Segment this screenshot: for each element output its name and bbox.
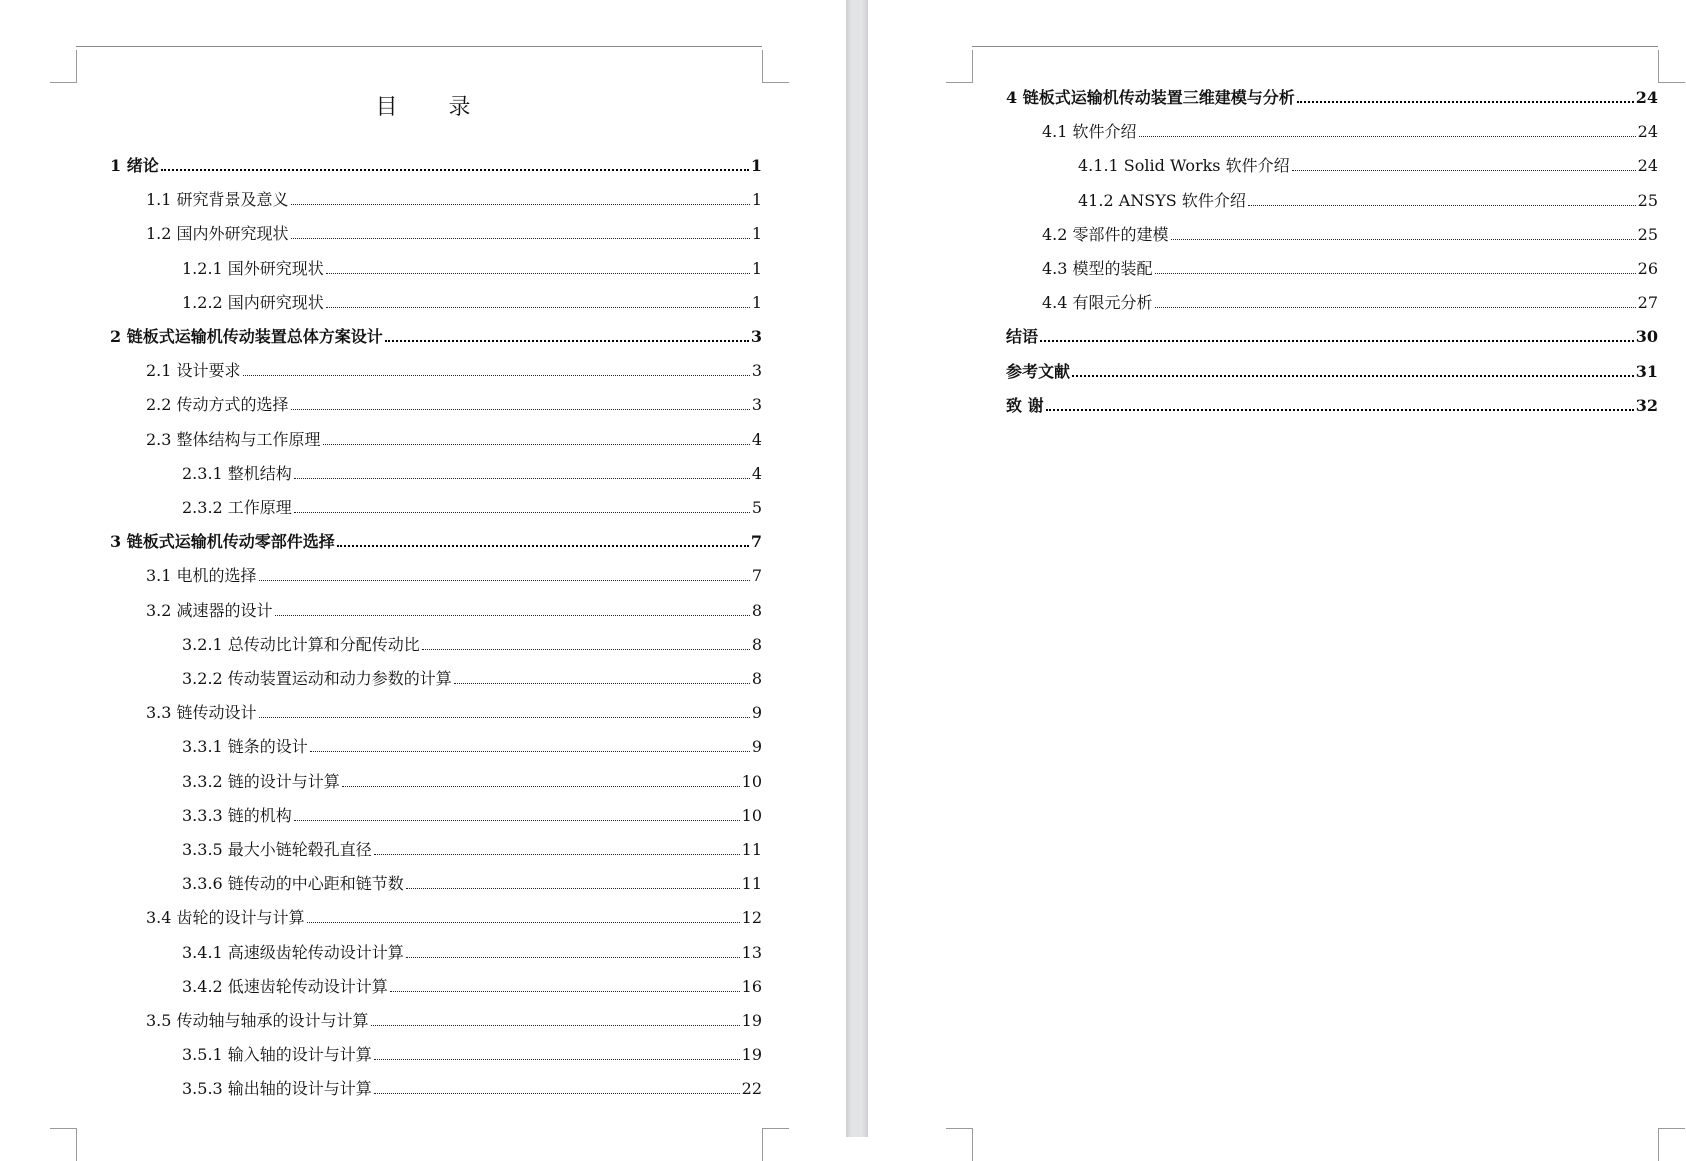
toc-entry-label: 2.3 整体结构与工作原理	[146, 429, 321, 449]
crop-mark	[946, 50, 973, 83]
toc-entry-label: 2.3.2 工作原理	[182, 498, 292, 517]
toc-entry-page-number: 24	[1635, 88, 1658, 107]
toc-dot-leader	[390, 991, 740, 992]
header-rule	[972, 46, 1658, 47]
toc-entry-label: 参考文献	[1006, 361, 1071, 381]
toc-entry[interactable]	[146, 218, 762, 244]
toc-entry[interactable]	[182, 731, 762, 757]
toc-entry-page-number: 11	[741, 874, 762, 894]
toc-entry[interactable]	[182, 1039, 762, 1065]
toc-dot-leader	[342, 786, 740, 787]
toc-entry-page-number: 7	[750, 532, 762, 552]
toc-entry-page-number: 22	[741, 1079, 762, 1099]
toc-dot-leader	[294, 512, 750, 513]
toc-entry-page-number: 8	[751, 600, 762, 620]
toc-entry-label: 3.5.3 输出轴的设计与计算	[182, 1079, 372, 1099]
toc-entry-page-number: 8	[751, 669, 762, 688]
toc-entry-page-number: 12	[741, 908, 762, 928]
toc-entry-label: 3.4.2 低速齿轮传动设计计算	[182, 976, 388, 996]
toc-entry-page-number: 1	[751, 190, 762, 210]
toc-dot-leader	[1040, 340, 1634, 342]
toc-dot-leader	[371, 1025, 740, 1026]
toc-dot-leader	[374, 854, 740, 855]
toc-dot-leader	[275, 615, 750, 616]
toc-entry-page-number: 27	[1637, 293, 1658, 313]
toc-entry-label: 结语	[1006, 327, 1039, 347]
toc-entry-page-number: 1	[751, 224, 762, 244]
toc-entry[interactable]	[1078, 150, 1658, 176]
crop-mark	[762, 1128, 789, 1161]
toc-dot-leader	[374, 1093, 740, 1094]
toc-entry[interactable]	[1006, 390, 1658, 416]
toc-entry-page-number: 4	[751, 463, 762, 483]
document-page-right	[868, 0, 1686, 1137]
toc-entry-page-number: 1	[751, 292, 762, 312]
toc-entry-label: 4.4 有限元分析	[1042, 293, 1153, 313]
toc-dot-leader	[291, 409, 750, 410]
toc-entry-label: 3.5 传动轴与轴承的设计与计算	[146, 1011, 369, 1030]
toc-dot-leader	[1046, 409, 1634, 411]
toc-entry-page-number: 19	[741, 1045, 762, 1065]
toc-entry-page-number: 3	[750, 327, 762, 346]
toc-entry-page-number: 5	[751, 498, 762, 517]
toc-entry[interactable]	[146, 1005, 762, 1031]
toc-entry-label: 3.2 减速器的设计	[146, 600, 273, 620]
toc-entry-page-number: 10	[741, 805, 762, 825]
toc-entry-page-number: 8	[751, 634, 762, 654]
toc-dot-leader	[259, 580, 750, 581]
toc-entry-page-number: 16	[741, 976, 762, 996]
crop-mark	[1658, 1128, 1685, 1161]
toc-entry-label: 2.1 设计要求	[146, 361, 241, 381]
toc-entry-label: 3.3 链传动设计	[146, 703, 257, 723]
toc-dot-leader	[406, 957, 740, 958]
toc-entry[interactable]	[182, 287, 762, 313]
toc-entry-label: 1.2 国内外研究现状	[146, 224, 289, 244]
toc-entry-label: 3.1 电机的选择	[146, 566, 257, 586]
toc-entry-page-number: 19	[741, 1011, 762, 1030]
toc-entry-label: 3.2.1 总传动比计算和分配传动比	[182, 634, 420, 654]
toc-entry-page-number: 3	[751, 395, 762, 415]
toc-entry[interactable]	[110, 150, 762, 176]
toc-entry-label: 3.3.6 链传动的中心距和链节数	[182, 874, 404, 894]
toc-dot-leader	[243, 375, 750, 376]
toc-dot-leader	[259, 717, 750, 718]
toc-entry-page-number: 31	[1635, 361, 1658, 381]
toc-dot-leader	[291, 204, 750, 205]
toc-entry[interactable]	[146, 355, 762, 381]
toc-entry[interactable]	[1042, 253, 1658, 279]
toc-dot-leader	[1155, 273, 1636, 274]
toc-dot-leader	[1072, 375, 1634, 377]
toc-entry[interactable]	[146, 424, 762, 450]
document-page-left	[0, 0, 846, 1137]
toc-dot-leader	[291, 238, 750, 239]
toc-entry[interactable]	[1006, 321, 1658, 347]
toc-dot-leader	[385, 340, 749, 342]
toc-entry-page-number: 25	[1637, 224, 1658, 244]
crop-mark	[946, 1128, 973, 1161]
toc-dot-leader	[1297, 101, 1634, 103]
toc-entry[interactable]	[182, 868, 762, 894]
toc-dot-leader	[307, 922, 740, 923]
toc-entry[interactable]	[146, 595, 762, 621]
crop-mark	[50, 50, 77, 83]
toc-entry[interactable]	[146, 697, 762, 723]
toc-entry-label: 3.3.1 链条的设计	[182, 737, 308, 757]
toc-dot-leader	[1248, 205, 1636, 206]
toc-entry[interactable]	[1042, 219, 1658, 245]
toc-entry-label: 3.3.3 链的机构	[182, 805, 292, 825]
toc-entry[interactable]	[182, 766, 762, 792]
toc-dot-leader	[422, 649, 750, 650]
toc-entry-page-number: 4	[751, 429, 762, 449]
toc-entry[interactable]	[110, 321, 762, 347]
toc-entry[interactable]	[182, 492, 762, 518]
toc-dot-leader	[1139, 136, 1636, 137]
toc-entry[interactable]	[146, 902, 762, 928]
toc-dot-leader	[454, 683, 750, 684]
toc-entry-label: 1 绪论	[110, 156, 159, 175]
toc-entry[interactable]	[146, 389, 762, 415]
toc-dot-leader	[323, 444, 750, 445]
toc-entry[interactable]	[1006, 356, 1658, 382]
toc-dot-leader	[310, 751, 750, 752]
toc-entry-page-number: 10	[741, 771, 762, 791]
toc-entry-page-number: 24	[1637, 122, 1658, 142]
toc-entry-page-number: 30	[1635, 327, 1658, 347]
toc-entry[interactable]	[1006, 82, 1658, 108]
toc-title: 目 录	[375, 95, 493, 120]
toc-entry-page-number: 1	[750, 156, 762, 175]
toc-dot-leader	[326, 307, 750, 308]
toc-entry-label: 3.5.1 输入轴的设计与计算	[182, 1045, 372, 1065]
toc-entry[interactable]	[1042, 287, 1658, 313]
toc-entry[interactable]	[182, 800, 762, 826]
toc-dot-leader	[161, 169, 749, 171]
toc-entry[interactable]	[1042, 116, 1658, 142]
toc-entry[interactable]	[146, 560, 762, 586]
toc-entry-label: 3.2.2 传动装置运动和动力参数的计算	[182, 669, 452, 688]
toc-entry[interactable]	[146, 184, 762, 210]
toc-dot-leader	[1155, 307, 1636, 308]
toc-entry-label: 3.4 齿轮的设计与计算	[146, 908, 305, 928]
toc-dot-leader	[294, 478, 750, 479]
toc-dot-leader	[406, 888, 740, 889]
toc-entry[interactable]	[182, 971, 762, 997]
toc-entry-label: 3.3.5 最大小链轮毂孔直径	[182, 840, 372, 859]
toc-entry-label: 1.2.1 国外研究现状	[182, 258, 324, 278]
toc-entry-page-number: 7	[751, 566, 762, 586]
toc-dot-leader	[1292, 170, 1636, 171]
toc-entry-label: 致 谢	[1006, 395, 1044, 415]
toc-entry-page-number: 13	[741, 942, 762, 962]
toc-entry-label: 1.2.2 国内研究现状	[182, 292, 324, 312]
toc-dot-leader	[326, 273, 750, 274]
toc-entry-label: 1.1 研究背景及意义	[146, 190, 289, 210]
toc-entry-label: 2.2 传动方式的选择	[146, 395, 289, 415]
toc-entry-label: 4.1 软件介绍	[1042, 122, 1137, 142]
toc-entry-page-number: 11	[741, 840, 762, 859]
toc-entry-label: 3.3.2 链的设计与计算	[182, 771, 340, 791]
toc-entry-label: 3 链板式运输机传动零部件选择	[110, 532, 335, 552]
header-rule	[76, 46, 762, 47]
toc-entry[interactable]	[110, 526, 762, 552]
toc-entry-page-number: 24	[1637, 156, 1658, 176]
crop-mark	[762, 50, 789, 83]
toc-entry-label: 4 链板式运输机传动装置三维建模与分析	[1006, 88, 1295, 107]
toc-entry-label: 4.3 模型的装配	[1042, 259, 1153, 278]
toc-entry-page-number: 9	[751, 703, 762, 723]
crop-mark	[50, 1128, 77, 1161]
toc-entry[interactable]	[1078, 185, 1658, 211]
toc-dot-leader	[374, 1059, 740, 1060]
toc-entry[interactable]	[182, 1073, 762, 1099]
toc-entry[interactable]	[182, 937, 762, 963]
toc-entry[interactable]	[182, 663, 762, 689]
toc-dot-leader	[1171, 239, 1636, 240]
toc-dot-leader	[294, 820, 740, 821]
toc-entry-page-number: 9	[751, 737, 762, 757]
toc-entry-label: 2.3.1 整机结构	[182, 463, 292, 483]
toc-entry[interactable]	[182, 458, 762, 484]
toc-dot-leader	[337, 545, 749, 547]
toc-entry[interactable]	[182, 253, 762, 279]
toc-entry-page-number: 3	[751, 361, 762, 381]
toc-entry-label: 2 链板式运输机传动装置总体方案设计	[110, 327, 383, 346]
toc-entry-label: 4.1.1 Solid Works 软件介绍	[1078, 156, 1290, 176]
toc-entry-page-number: 32	[1635, 395, 1658, 415]
toc-entry-page-number: 1	[751, 258, 762, 278]
page-gutter	[846, 0, 868, 1137]
toc-entry-page-number: 26	[1637, 259, 1658, 278]
toc-entry-label: 3.4.1 高速级齿轮传动设计计算	[182, 942, 404, 962]
toc-entry-label: 41.2 ANSYS 软件介绍	[1078, 190, 1246, 210]
toc-entry-page-number: 25	[1637, 190, 1658, 210]
toc-entry[interactable]	[182, 629, 762, 655]
toc-entry-label: 4.2 零部件的建模	[1042, 224, 1169, 244]
toc-entry[interactable]	[182, 834, 762, 860]
crop-mark	[1658, 50, 1685, 83]
